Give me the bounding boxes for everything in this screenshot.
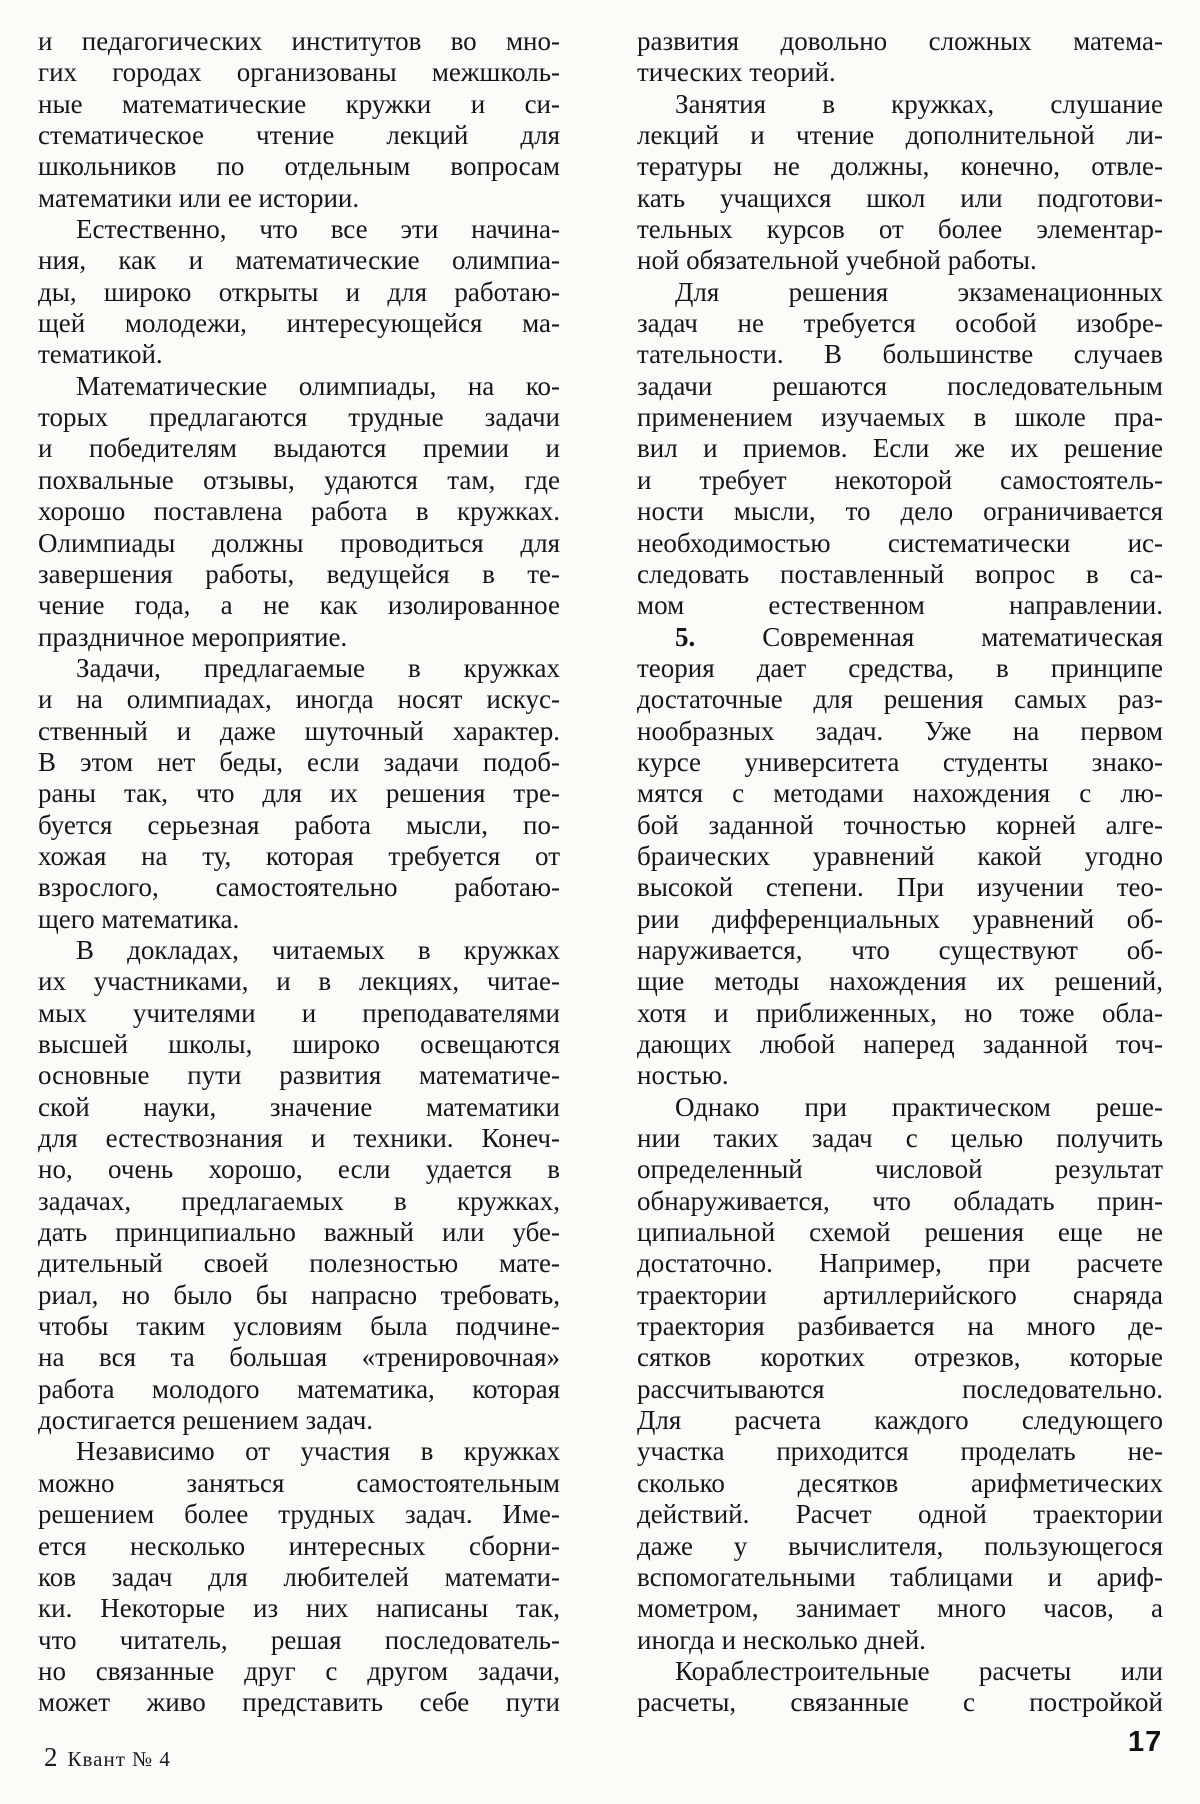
text-line: Независимо от участия в кружках [76,1436,560,1467]
text-line: ния, как и математические олимпиа- [38,245,560,276]
text-line: школьников по отдельным вопросам [38,151,560,182]
paragraph [38,26,560,214]
text-line: и победителям выдаются премии и [38,433,560,464]
text-line: достигается решением задач. [38,1405,374,1436]
text-line: Однако при практическом реше- [675,1091,1163,1122]
paragraph [637,622,1163,1092]
text-line: риал, но было бы напрасно требовать, [38,1279,560,1310]
text-line: траектория разбивается на много де- [637,1311,1163,1342]
text-line: рассчитываются последовательно. [637,1373,1163,1404]
text-line: ности мысли, то дело ограничивается [637,496,1163,527]
text-line: рии дифференциальных уравнений об- [637,903,1163,934]
text-line: ды, широко открыты и для работаю- [38,276,560,307]
text-column-right [637,26,1163,1719]
text-line: может живо представить себе пути [38,1687,560,1718]
text-line: бой заданной точностью корней алге- [637,809,1163,840]
text-line: тательности. В большинстве случаев [637,339,1163,370]
paragraph [38,214,560,371]
text-line: Для расчета каждого следующего [637,1405,1163,1436]
text-line: чение года, а не как изолированное [38,590,560,621]
text-line: действий. Расчет одной траектории [637,1499,1163,1530]
text-line: Естественно, что все эти начина- [76,214,560,245]
text-line: браических уравнений какой угодно [637,840,1163,871]
text-line: мятся с методами нахождения с лю- [637,778,1163,809]
text-line: для естествознания и техники. Конеч- [38,1123,560,1154]
text-line: высокой степени. При изучении тео- [637,872,1163,903]
text-line: расчеты, связанные с постройкой [637,1687,1163,1718]
text-line: задачах, предлагаемых в кружках, [38,1185,560,1216]
text-line: иногда и несколько дней. [637,1624,926,1655]
journal-issue-label: Квант № 4 [67,1747,171,1771]
text-line: решением более трудных задач. Име- [38,1499,560,1530]
text-line: хорошо поставлена работа в кружках. [38,496,560,527]
text-line: тических теорий. [637,57,836,88]
text-line: вил и приемов. Если же их решение [637,433,1163,464]
text-line: тературы не должны, конечно, отвле- [637,151,1163,182]
paragraph [38,1436,560,1718]
text-line: применением изучаемых в школе пра- [637,402,1163,433]
text-line: определенный числовой результат [637,1154,1163,1185]
text-line: лекций и чтение дополнительной ли- [637,120,1163,151]
text-line: чтобы таким условиям была подчине- [38,1311,560,1342]
paragraph [637,1092,1163,1656]
text-line: завершения работы, ведущейся в те- [38,558,560,589]
text-line: стематическое чтение лекций для [38,120,560,151]
text-line: тельных курсов от более элементар- [637,214,1163,245]
text-line: достаточно. Например, при расчете [637,1248,1163,1279]
text-line: раны так, что для их решения тре- [38,778,560,809]
text-line: Для решения экзаменационных [675,276,1163,307]
text-line: ной обязательной учебной работы. [637,245,1037,276]
text-line: нии таких задач с целью получить [637,1123,1163,1154]
text-line: основные пути развития математиче- [38,1060,560,1091]
print-signature-footer [44,1742,171,1773]
text-line: похвальные отзывы, удаются там, где [38,464,560,495]
text-line: дительный своей полезностью мате- [38,1248,560,1279]
text-line: и на олимпиадах, иногда носят искус- [38,684,560,715]
signature-number: 2 [44,1742,58,1772]
text-line: можно заняться самостоятельным [38,1467,560,1498]
text-line: дать принципиально важный или убе- [38,1217,560,1248]
text-line: траектории артиллерийского снаряда [637,1279,1163,1310]
text-line: ностью. [637,1060,729,1091]
text-line: но, очень хорошо, если удается в [38,1154,560,1185]
text-line: и требует некоторой самостоятель- [637,464,1163,495]
text-line: необходимостью систематически ис- [637,527,1163,558]
text-line: даже у вычислителя, пользующегося [637,1530,1163,1561]
text-line: но связанные друг с другом задачи, [38,1655,560,1686]
text-line: ципиальной схемой решения еще не [637,1217,1163,1248]
item-number-bold: 5. [675,621,696,652]
text-line: В докладах, читаемых в кружках [76,934,560,965]
page-number: 17 [1128,1726,1163,1758]
paragraph [637,277,1163,622]
text-line: вспомогательными таблицами и ариф- [637,1561,1163,1592]
text-line: гих городах организованы межшколь- [38,57,560,88]
paragraph [38,653,560,935]
text-line: наруживается, что существуют об- [637,934,1163,965]
paragraph [38,371,560,653]
text-line: мых учителями и преподавателями [38,997,560,1028]
text-line: теория дает средства, в принципе [637,652,1163,683]
text-line: мометром, занимает много часов, а [637,1593,1163,1624]
paragraph [637,26,1163,89]
paragraph [637,1656,1163,1719]
text-line: обнаруживается, что обладать прин- [637,1185,1163,1216]
text-line: задач не требуется особой изобре- [637,308,1163,339]
text-line: ные математические кружки и си- [38,88,560,119]
text-line: хожая на ту, которая требуется от [38,840,560,871]
text-line: мом естественном направлении. [637,590,1163,621]
text-line: высшей школы, широко освещаются [38,1029,560,1059]
text-line: ской науки, значение математики [38,1091,560,1122]
text-line: Занятия в кружках, слушание [675,88,1163,119]
paragraph [38,935,560,1437]
text-line: ки. Некоторые из них написаны так, [38,1593,560,1624]
text-line: Математические олимпиады, на ко- [76,370,560,401]
text-line: кать учащихся школ или подготови- [637,182,1163,213]
text-column-left [38,26,560,1719]
text-line: что читатель, решая последователь- [38,1624,560,1655]
text-line: ется несколько интересных сборни- [38,1530,560,1561]
text-line: их участниками, и в лекциях, читае- [38,966,560,997]
text-line: ков задач для любителей математи- [38,1561,560,1592]
text-line: сятков коротких отрезков, которые [637,1342,1163,1373]
text-line: Кораблестроительные расчеты или [675,1655,1163,1686]
text-line: и педагогических институтов во мно- [38,26,560,56]
text-line: на вся та большая «тренировочная» [38,1342,560,1373]
text-line: работа молодого математика, которая [38,1373,560,1404]
text-line: следовать поставленный вопрос в са- [637,558,1163,589]
text-line: щей молодежи, интересующейся ма- [38,308,560,339]
text-line: Олимпиады должны проводиться для [38,527,560,558]
text-line: Задачи, предлагаемые в кружках [76,652,560,683]
text-line: развития довольно сложных матема- [637,26,1163,56]
text-line: щие методы нахождения их решений, [637,966,1163,997]
text-line: задачи решаются последовательным [637,370,1163,401]
text-line: хотя и приближенных, но тоже обла- [637,997,1163,1028]
text-line: 5. Современная математическая [675,621,1163,652]
text-line: В этом нет беды, если задачи подоб- [38,746,560,777]
paragraph [637,89,1163,277]
text-line: буется серьезная работа мысли, по- [38,809,560,840]
text-line: математики или ее истории. [38,182,360,213]
text-line: участка приходится проделать не- [637,1436,1163,1467]
text-line: торых предлагаются трудные задачи [38,402,560,433]
text-line: тематикой. [38,339,163,370]
text-line: курсе университета студенты знако- [637,746,1163,777]
text-line: взрослого, самостоятельно работаю- [38,872,560,903]
text-line: сколько десятков арифметических [637,1467,1163,1498]
text-line: щего математика. [38,903,240,934]
text-line: достаточные для решения самых раз- [637,684,1163,715]
text-line: нообразных задач. Уже на первом [637,715,1163,746]
text-line: дающих любой наперед заданной точ- [637,1029,1163,1059]
text-line: праздничное мероприятие. [38,621,348,652]
text-line: ственный и даже шуточный характер. [38,715,560,746]
